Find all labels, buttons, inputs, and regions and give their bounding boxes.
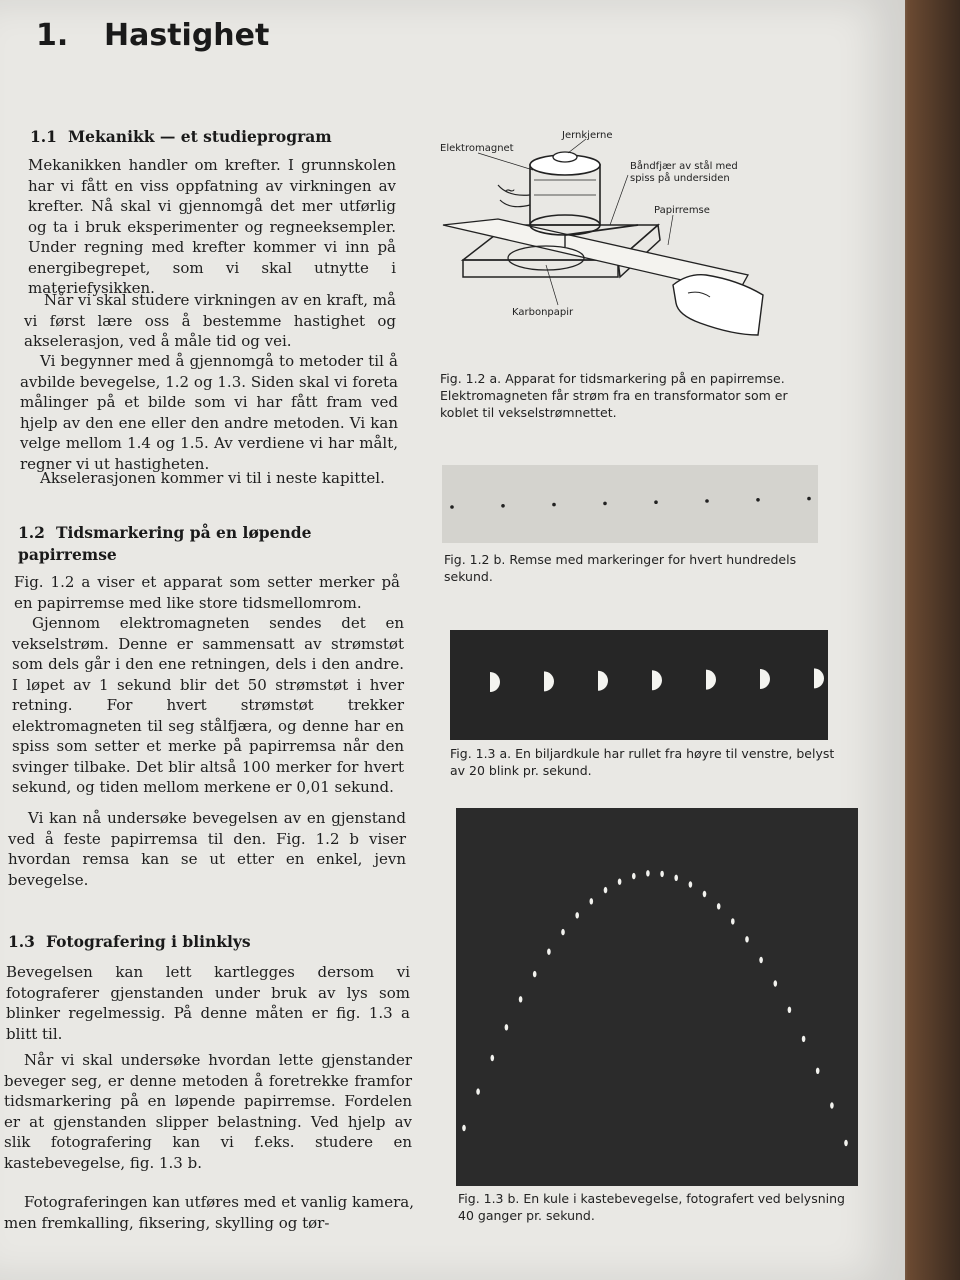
projectile-point	[519, 996, 523, 1002]
projectile-point	[575, 912, 579, 918]
ball-image	[544, 671, 554, 691]
paragraph: Bevegelsen kan lett kartlegges dersom vi fotograferer gjenstanden under bruk av lys som blinker regelmessig. På denne måten er fig. 1.3 a blitt til.	[6, 963, 410, 1043]
projectile-point	[745, 936, 749, 942]
projectile-point	[561, 929, 565, 935]
caption-fig-1-2b: Fig. 1.2 b. Remse med markeringer for hvert hundredels sekund.	[444, 552, 797, 584]
projectile-point	[590, 898, 594, 904]
strip-marks	[442, 465, 818, 543]
label-karbonpapir: Karbonpapir	[512, 307, 574, 318]
projectile-point	[618, 879, 622, 885]
paragraph: Når vi skal undersøke hvordan lette gjenstander beveger seg, er denne metoden å foretrekke framfor tidsmarkering på en løpende papirremse. Fordelen er at gjenstanden slipper belastning. Ved hjelp av slik fotografering kan vi f.eks. studere en kastebevegelse, fig. 1.3 b.	[4, 1051, 412, 1172]
projectile-point	[816, 1068, 820, 1074]
ball-image	[760, 669, 770, 689]
projectile-point	[830, 1102, 834, 1108]
ball-image	[652, 670, 662, 690]
chapter-name: Hastighet	[104, 18, 270, 53]
chapter-number: 1.	[36, 18, 69, 53]
paragraph: Akselerasjonen kommer vi til i neste kapittel.	[40, 469, 385, 487]
paper-strip-photo	[442, 465, 818, 543]
paragraph: Vi begynner med å gjennomgå to metoder til å avbilde bevegelse, 1.2 og 1.3. Siden skal vi foreta målinger på et bilde som vi har fått fram ved hjelp av den ene eller den andre metoden. Vi kan velge mellom 1.4 og 1.5. Av verdiene vi har målt, regner vi ut hastigheten.	[20, 352, 398, 473]
projectile-point	[689, 881, 693, 887]
ball-image	[490, 672, 500, 692]
paragraph: Gjennom elektromagneten sendes det en vekselstrøm. Denne er sammensatt av strømstøt som dels går i den ene retningen, dels i den andre. I løpet av 1 sekund blir det 50 strømstøt i hver retning. For hvert strømstøt trekker elektromagneten til seg stålfjæra, og denne har en spiss som setter et merke på papirremsa når den svinger tilbake. Det blir altså 100 merker for hvert sekund, og tiden mellom merkene er 0,01 sekund.	[12, 614, 404, 796]
projectile-points	[456, 808, 858, 1186]
projectile-point	[604, 887, 608, 893]
projectile-point	[788, 1007, 792, 1013]
projectile-point	[759, 957, 763, 963]
projectile-point	[646, 870, 650, 876]
projectile-point	[462, 1125, 466, 1131]
projectile-point	[632, 873, 636, 879]
ball-image	[814, 668, 824, 688]
section-heading-1-3: 1.3 Fotografering i blinklys	[8, 932, 251, 951]
label-elektromagnet: Elektromagnet	[440, 143, 514, 154]
paragraph: Fotograferingen kan utføres med et vanlig kamera, men fremkalling, fiksering, skylling og tør-	[4, 1193, 414, 1232]
chapter-title	[36, 18, 269, 53]
label-papirremse: Papirremse	[654, 205, 710, 216]
apparatus-illustration	[438, 125, 778, 370]
caption-fig-1-2a: Fig. 1.2 a. Apparat for tidsmarkering på en papirremse. Elektromagneten får strøm fra en transformator som er koblet til vekselstrømnettet.	[440, 371, 788, 420]
projectile-point	[660, 871, 664, 877]
strip-mark	[603, 502, 607, 506]
strip-mark	[501, 504, 505, 508]
label-ac-symbol: ~	[504, 183, 516, 199]
strip-mark	[807, 497, 811, 501]
paragraph: Mekanikken handler om krefter. I grunnskolen har vi fått en viss oppfatning av virkningen av krefter. Nå skal vi gjennomgå det mer utførlig og ta i bruk eksperimenter og regneeksempler. Under regning med krefter kommer vi inn på energibegrepet, som vi skal utnytte i materiefysikken.	[28, 156, 396, 297]
projectile-point	[674, 875, 678, 881]
strip-mark	[705, 499, 709, 503]
projectile-point	[491, 1055, 495, 1061]
paragraph: Når vi skal studere virkningen av en kraft, må vi først lære oss å bestemme hastighet og akselerasjon, ved å måle tid og vei.	[24, 291, 396, 350]
projectile-point	[476, 1088, 480, 1094]
projectile-point	[731, 918, 735, 924]
label-jernkjerne: Jernkjerne	[562, 130, 613, 141]
projectile-point	[844, 1140, 848, 1146]
section-heading-1-2: 1.2 Tidsmarkering på en løpende papirremse	[18, 523, 312, 564]
caption-fig-1-3a: Fig. 1.3 a. En biljardkule har rullet fra høyre til venstre, belyst av 20 blink pr. sekund.	[450, 746, 835, 778]
projectile-point	[802, 1036, 806, 1042]
ball-image	[706, 670, 716, 690]
projectile-point	[533, 971, 537, 977]
strip-mark	[756, 498, 760, 502]
projectile-point	[703, 891, 707, 897]
paragraph: Fig. 1.2 a viser et apparat som setter merker på en papirremse med like store tidsmellomrom.	[14, 573, 400, 612]
ball-image	[598, 671, 608, 691]
projectile-point	[774, 980, 778, 986]
label-fjaer: Båndfjær av stål med	[630, 161, 738, 172]
ball-positions	[450, 630, 828, 740]
projectile-photo	[456, 808, 858, 1186]
strip-mark	[552, 503, 556, 507]
strip-mark	[654, 500, 658, 504]
caption-fig-1-3b: Fig. 1.3 b. En kule i kastebevegelse, fotografert ved belysning 40 ganger pr. sekund.	[458, 1191, 845, 1223]
strip-mark	[450, 505, 454, 509]
paragraph: Vi kan nå undersøke bevegelsen av en gjenstand ved å feste papirremsa til den. Fig. 1.2 b viser hvordan remsa kan se ut etter en enkel, jevn bevegelse.	[8, 809, 406, 889]
projectile-point	[505, 1024, 509, 1030]
section-heading-1-1: 1.1 Mekanikk — et studieprogram	[30, 127, 332, 146]
projectile-point	[717, 903, 721, 909]
label-fjaer-line2: spiss på undersiden	[630, 173, 730, 184]
projectile-point	[547, 949, 551, 955]
billiard-ball-photo	[450, 630, 828, 740]
